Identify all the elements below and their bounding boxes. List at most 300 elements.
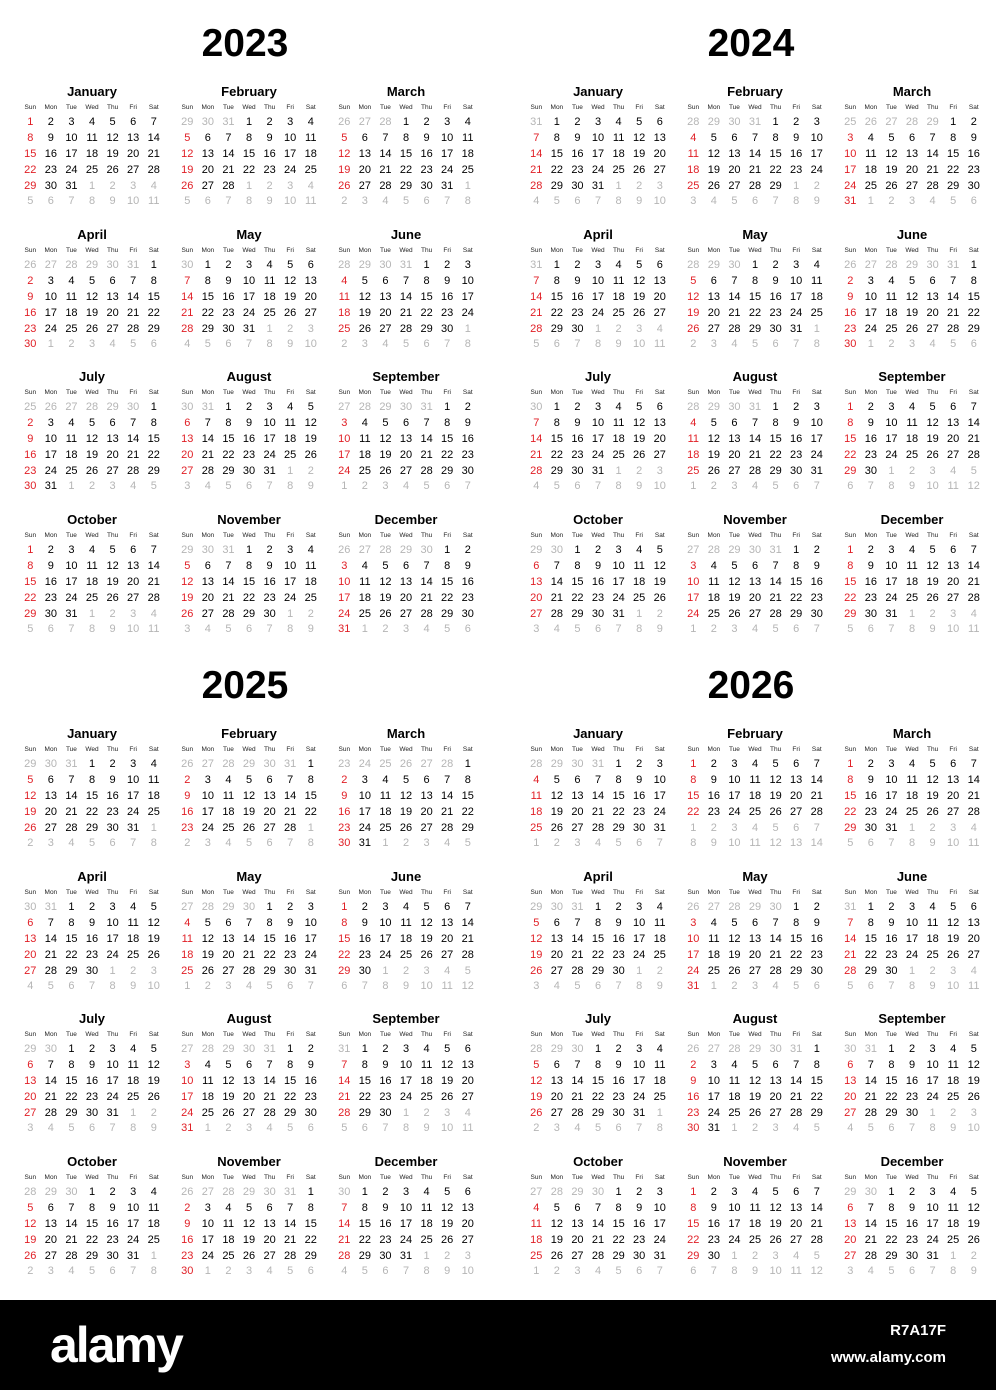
weekday-label: Thu — [927, 888, 939, 896]
adjacent-month-day: 7 — [464, 480, 471, 493]
calendar-date: 6 — [225, 916, 232, 929]
weekday-label: Wed — [242, 745, 256, 753]
week-row — [526, 606, 670, 622]
calendar-date: 9 — [908, 1201, 916, 1214]
month-block — [840, 726, 984, 851]
adjacent-month-day: 6 — [109, 837, 116, 850]
calendar-date: 18 — [653, 932, 666, 945]
week-row — [840, 915, 984, 931]
week-row — [526, 621, 670, 637]
calendar-date: 20 — [790, 789, 803, 802]
week-row — [20, 178, 164, 194]
adjacent-month-day: 10 — [633, 338, 646, 351]
weekday-label: Fri — [443, 888, 451, 896]
sunday-date: 15 — [844, 575, 857, 588]
adjacent-month-day: 8 — [908, 837, 916, 850]
sunday-date: 10 — [181, 1074, 194, 1087]
week-row — [20, 478, 164, 494]
weekday-label: Wed — [591, 388, 605, 396]
calendar-date: 20 — [571, 1233, 584, 1246]
weekday-label: Wed — [242, 1030, 256, 1038]
adjacent-month-day: 6 — [813, 980, 820, 993]
month-block — [177, 1154, 321, 1279]
calendar-date: 9 — [636, 1201, 643, 1214]
adjacent-month-day: 3 — [402, 623, 410, 636]
week-row — [20, 1216, 164, 1232]
adjacent-month-day: 7 — [444, 195, 451, 208]
calendar-date: 24 — [653, 805, 666, 818]
week-row — [840, 1248, 984, 1264]
adjacent-month-day: 1 — [656, 1106, 663, 1119]
calendar-date: 16 — [967, 147, 980, 160]
adjacent-month-day: 30 — [242, 900, 256, 913]
sunday-date: 25 — [338, 322, 351, 335]
week-row — [334, 1105, 478, 1121]
calendar-date: 14 — [550, 575, 563, 588]
weekday-label: Mon — [44, 246, 58, 254]
sunday-date: 14 — [530, 147, 543, 160]
calendar-date: 18 — [947, 1074, 960, 1087]
calendar-date: 29 — [967, 322, 980, 335]
calendar-date: 26 — [728, 607, 741, 620]
calendar-date: 16 — [707, 1217, 720, 1230]
adjacent-month-day: 6 — [970, 195, 977, 208]
calendar-date: 13 — [106, 290, 119, 303]
calendar-date: 13 — [947, 559, 960, 572]
week-row — [334, 915, 478, 931]
week-row — [683, 447, 827, 463]
calendar-date: 27 — [728, 179, 741, 192]
adjacent-month-day: 30 — [728, 258, 741, 271]
sunday-date: 5 — [27, 773, 34, 786]
calendar-date: 5 — [772, 1185, 779, 1198]
week-row — [840, 947, 984, 963]
calendar-date: 4 — [68, 416, 75, 429]
weekday-label: Thu — [613, 103, 625, 111]
sunday-date: 3 — [341, 416, 348, 429]
calendar-date: 17 — [612, 575, 625, 588]
calendar-date: 3 — [867, 274, 874, 287]
adjacent-month-day: 4 — [867, 1265, 874, 1278]
calendar-date: 4 — [908, 543, 916, 556]
week-row — [683, 321, 827, 337]
calendar-date: 25 — [420, 1233, 433, 1246]
calendar-date: 27 — [201, 607, 214, 620]
adjacent-month-day: 8 — [950, 1265, 957, 1278]
calendar-date: 11 — [612, 131, 625, 144]
calendar-date: 28 — [926, 179, 939, 192]
calendar-date: 28 — [242, 964, 256, 977]
weekday-label: Sun — [844, 745, 857, 753]
calendar-date: 28 — [748, 464, 762, 477]
calendar-date: 30 — [263, 607, 276, 620]
adjacent-month-day: 6 — [88, 1122, 96, 1135]
adjacent-month-day: 30 — [420, 543, 433, 556]
calendar-date: 13 — [44, 1217, 57, 1230]
week-row — [683, 558, 827, 574]
week-row — [20, 1089, 164, 1105]
week-row — [526, 478, 670, 494]
weekday-label: Mon — [358, 1030, 372, 1038]
adjacent-month-day: 2 — [382, 623, 389, 636]
weekday-label: Fri — [286, 1030, 294, 1038]
sunday-date: 19 — [181, 591, 194, 604]
adjacent-month-day: 5 — [68, 1122, 75, 1135]
weekday-label: Mon — [550, 388, 564, 396]
calendar-date: 9 — [382, 1201, 389, 1214]
calendar-date: 5 — [970, 1185, 977, 1198]
calendar-date: 15 — [885, 1074, 898, 1087]
adjacent-month-day: 5 — [27, 195, 34, 208]
calendar-date: 21 — [65, 805, 78, 818]
weekday-label: Sat — [148, 745, 159, 753]
adjacent-month-day: 9 — [656, 623, 663, 636]
weekday-label: Tue — [379, 745, 391, 753]
calendar-date: 11 — [127, 1058, 139, 1071]
calendar-date: 13 — [242, 1074, 256, 1087]
calendar-date: 21 — [222, 163, 235, 176]
weekday-label: Thu — [264, 103, 276, 111]
adjacent-month-day: 4 — [68, 837, 75, 850]
calendar-date: 13 — [461, 1058, 474, 1071]
calendar-date: 4 — [68, 274, 75, 287]
calendar-date: 7 — [68, 1201, 75, 1214]
calendar-date: 18 — [612, 290, 625, 303]
weekday-label: Thu — [927, 1030, 939, 1038]
adjacent-month-day: 3 — [184, 623, 191, 636]
calendar-date: 25 — [358, 607, 371, 620]
weekday-header — [526, 885, 670, 899]
calendar-date: 28 — [571, 964, 584, 977]
adjacent-month-day: 30 — [201, 543, 214, 556]
calendar-date: 8 — [68, 916, 75, 929]
adjacent-month-day: 30 — [550, 900, 563, 913]
adjacent-month-day: 5 — [772, 821, 779, 834]
weekday-label: Fri — [443, 388, 451, 396]
calendar-date: 4 — [307, 543, 314, 556]
weekday-header — [840, 385, 984, 399]
calendar-date: 22 — [147, 306, 160, 319]
week-row — [334, 931, 478, 947]
calendar-date: 20 — [44, 1233, 57, 1246]
calendar-date: 8 — [204, 274, 211, 287]
sunday-date: 6 — [847, 1201, 854, 1214]
calendar-date: 17 — [379, 932, 392, 945]
calendar-date: 23 — [461, 591, 474, 604]
adjacent-month-day: 6 — [464, 623, 471, 636]
calendar-date: 25 — [905, 591, 919, 604]
calendar-date: 13 — [201, 147, 214, 160]
calendar-date: 25 — [707, 607, 720, 620]
adjacent-month-day: 4 — [533, 480, 540, 493]
calendar-date: 15 — [591, 1074, 605, 1087]
adjacent-month-day: 5 — [970, 464, 977, 477]
week-row — [177, 305, 321, 321]
month-name: January — [573, 84, 623, 99]
calendar-date: 21 — [201, 448, 214, 461]
week-row — [526, 273, 670, 289]
calendar-date: 14 — [127, 432, 140, 445]
calendar-date: 18 — [633, 575, 646, 588]
week-row — [683, 178, 827, 194]
calendar-date: 27 — [399, 464, 413, 477]
calendar-date: 6 — [382, 274, 389, 287]
calendar-date: 18 — [864, 163, 877, 176]
adjacent-month-day: 30 — [399, 400, 413, 413]
calendar-date: 22 — [420, 306, 433, 319]
weekday-label: Wed — [399, 1173, 413, 1181]
adjacent-month-day: 8 — [150, 1265, 157, 1278]
adjacent-month-day: 6 — [68, 980, 75, 993]
weekday-label: Mon — [707, 246, 721, 254]
adjacent-month-day: 4 — [656, 322, 663, 335]
calendar-date: 1 — [68, 1042, 75, 1055]
adjacent-month-day: 7 — [772, 195, 779, 208]
calendar-date: 8 — [970, 274, 977, 287]
calendar-date: 15 — [222, 432, 235, 445]
sunday-date: 7 — [341, 1058, 348, 1071]
weekday-label: Sat — [462, 388, 473, 396]
calendar-date: 24 — [284, 591, 297, 604]
weekday-label: Sun — [24, 388, 37, 396]
calendar-date: 29 — [441, 607, 454, 620]
calendar-date: 21 — [769, 591, 782, 604]
month-name: July — [584, 369, 611, 384]
weekday-header — [20, 243, 164, 257]
calendar-date: 23 — [358, 948, 371, 961]
calendar-date: 4 — [950, 1185, 957, 1198]
week-row — [334, 273, 478, 289]
calendar-date: 11 — [947, 1201, 959, 1214]
adjacent-month-day: 9 — [615, 338, 622, 351]
weekday-label: Fri — [129, 103, 137, 111]
calendar-date: 16 — [790, 147, 803, 160]
calendar-date: 15 — [441, 432, 454, 445]
month-name: October — [573, 512, 623, 527]
adjacent-month-day: 4 — [423, 623, 430, 636]
calendar-date: 22 — [304, 805, 317, 818]
calendar-date: 3 — [813, 115, 820, 128]
weekday-label: Sat — [654, 388, 665, 396]
calendar-date: 23 — [810, 948, 823, 961]
calendar-date: 25 — [926, 948, 939, 961]
calendar-date: 6 — [47, 773, 54, 786]
calendar-date: 1 — [287, 1042, 294, 1055]
calendar-date: 2 — [908, 1042, 916, 1055]
calendar-date: 7 — [772, 916, 779, 929]
calendar-date: 17 — [905, 932, 919, 945]
week-row — [526, 899, 670, 915]
sunday-date: 2 — [184, 773, 191, 786]
calendar-date: 3 — [594, 115, 602, 128]
calendar-date: 18 — [127, 932, 140, 945]
adjacent-month-day: 8 — [150, 837, 157, 850]
calendar-date: 22 — [810, 1090, 823, 1103]
sunday-date: 8 — [847, 559, 854, 572]
weekday-label: Wed — [399, 888, 413, 896]
adjacent-month-day: 7 — [656, 1265, 663, 1278]
week-row — [526, 415, 670, 431]
week-row — [20, 606, 164, 622]
week-row — [840, 788, 984, 804]
week-row — [840, 1263, 984, 1279]
adjacent-month-day: 2 — [813, 179, 820, 192]
adjacent-month-day: 2 — [656, 607, 663, 620]
sunday-date: 12 — [24, 1217, 37, 1230]
adjacent-month-day: 28 — [201, 900, 214, 913]
sunday-date: 2 — [847, 274, 854, 287]
weekday-label: Sun — [338, 888, 351, 896]
adjacent-month-day: 7 — [245, 338, 253, 351]
week-row — [683, 431, 827, 447]
week-row — [683, 542, 827, 558]
weekday-label: Mon — [707, 531, 721, 539]
calendar-date: 27 — [653, 306, 666, 319]
adjacent-month-day: 26 — [44, 400, 57, 413]
adjacent-month-day: 8 — [636, 623, 643, 636]
calendar-date: 21 — [420, 591, 433, 604]
adjacent-month-day: 30 — [106, 258, 119, 271]
week-row — [177, 1184, 321, 1200]
calendar-date: 18 — [358, 591, 371, 604]
calendar-date: 26 — [222, 1106, 235, 1119]
sunday-date: 22 — [687, 805, 700, 818]
calendar-date: 5 — [553, 773, 560, 786]
calendar-date: 19 — [885, 163, 898, 176]
month-block — [840, 512, 984, 637]
sunday-date: 22 — [687, 1233, 700, 1246]
week-row — [334, 804, 478, 820]
week-row — [334, 606, 478, 622]
calendar-date: 2 — [813, 543, 820, 556]
adjacent-month-day: 3 — [970, 1106, 977, 1119]
calendar-date: 23 — [707, 1233, 720, 1246]
adjacent-month-day: 8 — [731, 1265, 738, 1278]
calendar-date: 14 — [44, 932, 57, 945]
weekday-label: Fri — [949, 888, 957, 896]
calendar-date: 17 — [304, 932, 317, 945]
calendar-date: 10 — [591, 274, 605, 287]
calendar-date: 20 — [106, 306, 119, 319]
calendar-date: 29 — [85, 821, 99, 834]
adjacent-month-day: 23 — [338, 757, 351, 770]
adjacent-month-day: 2 — [204, 980, 211, 993]
calendar-date: 12 — [728, 932, 741, 945]
calendar-date: 4 — [423, 1185, 430, 1198]
calendar-date: 15 — [885, 1217, 898, 1230]
adjacent-month-day: 9 — [150, 1122, 157, 1135]
month-name: September — [878, 1011, 946, 1026]
adjacent-month-day: 7 — [361, 980, 368, 993]
adjacent-month-day: 11 — [462, 1122, 474, 1135]
weekday-label: Mon — [44, 531, 58, 539]
calendar-date: 10 — [612, 559, 625, 572]
calendar-date: 21 — [263, 1090, 276, 1103]
week-row — [526, 463, 670, 479]
month-name: June — [896, 227, 928, 242]
week-row — [840, 820, 984, 836]
sunday-date: 9 — [847, 290, 854, 303]
calendar-date: 5 — [225, 1058, 232, 1071]
calendar-date: 26 — [926, 591, 939, 604]
month-block — [177, 227, 321, 352]
weekday-label: Fri — [129, 388, 137, 396]
calendar-date: 26 — [358, 322, 371, 335]
calendar-date: 9 — [970, 131, 977, 144]
month-block — [840, 369, 984, 494]
adjacent-month-day: 6 — [553, 338, 560, 351]
adjacent-month-day: 26 — [338, 115, 351, 128]
weekday-label: Mon — [707, 1030, 721, 1038]
calendar-date: 3 — [929, 1042, 936, 1055]
calendar-date: 19 — [748, 1090, 762, 1103]
brand-logo: alamy — [50, 1317, 182, 1373]
weekday-label: Sat — [305, 103, 316, 111]
adjacent-month-day: 29 — [530, 900, 543, 913]
calendar-date: 23 — [379, 1090, 392, 1103]
month-name: January — [67, 726, 117, 741]
adjacent-month-day: 9 — [929, 837, 936, 850]
calendar-date: 17 — [44, 306, 57, 319]
calendar-date: 12 — [550, 789, 563, 802]
adjacent-month-day: 30 — [338, 1185, 351, 1198]
sunday-date: 18 — [530, 1233, 543, 1246]
calendar-date: 29 — [885, 1106, 898, 1119]
week-row — [334, 772, 478, 788]
calendar-date: 15 — [612, 1217, 625, 1230]
calendar-date: 6 — [245, 1058, 253, 1071]
calendar-date: 28 — [769, 607, 782, 620]
weekday-header — [20, 885, 164, 899]
calendar-date: 10 — [304, 916, 317, 929]
weekday-label: Mon — [201, 103, 215, 111]
week-row — [177, 273, 321, 289]
calendar-date: 7 — [423, 559, 430, 572]
weekday-label: Fri — [635, 1173, 643, 1181]
sunday-date: 13 — [844, 1217, 857, 1230]
weekday-label: Fri — [635, 1030, 643, 1038]
calendar-date: 8 — [793, 916, 800, 929]
calendar-date: 15 — [85, 789, 99, 802]
calendar-date: 1 — [888, 1042, 895, 1055]
adjacent-month-day: 4 — [204, 623, 211, 636]
sunday-date: 23 — [338, 821, 351, 834]
calendar-date: 6 — [402, 559, 410, 572]
calendar-date: 12 — [420, 916, 433, 929]
calendar-date: 2 — [266, 543, 273, 556]
calendar-date: 28 — [420, 464, 433, 477]
month-block — [683, 84, 827, 209]
adjacent-month-day: 10 — [127, 623, 140, 636]
calendar-date: 29 — [612, 821, 625, 834]
sunday-date: 22 — [844, 805, 857, 818]
adjacent-month-day: 4 — [307, 179, 314, 192]
calendar-date: 10 — [201, 1217, 214, 1230]
weekday-label: Fri — [949, 388, 957, 396]
calendar-date: 31 — [127, 1249, 140, 1262]
calendar-date: 20 — [201, 591, 214, 604]
calendar-date: 18 — [612, 147, 625, 160]
adjacent-month-day: 4 — [382, 195, 389, 208]
weekday-label: Fri — [792, 388, 800, 396]
weekday-label: Sun — [181, 531, 194, 539]
week-row — [20, 1073, 164, 1089]
calendar-date: 12 — [242, 789, 256, 802]
calendar-date: 8 — [307, 1201, 314, 1214]
adjacent-month-day: 8 — [423, 1265, 430, 1278]
calendar-date: 16 — [885, 932, 898, 945]
calendar-date: 8 — [615, 773, 622, 786]
